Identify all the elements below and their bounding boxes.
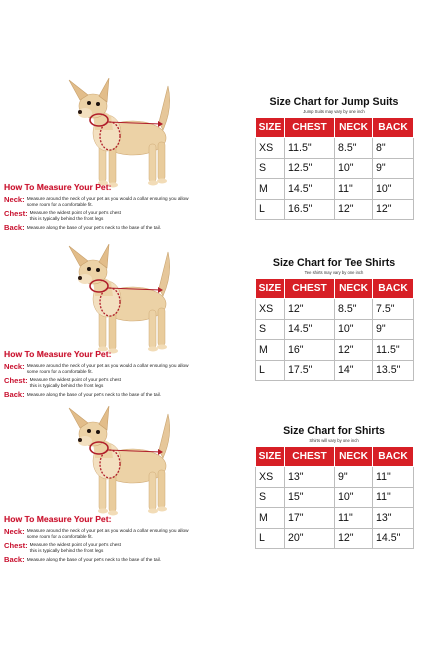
chest-description-cont: this is typically behind the front legs <box>29 215 104 221</box>
cell-chest: 17" <box>285 508 335 529</box>
header-back: BACK <box>373 447 414 467</box>
neck-description: Measure around the neck of your pet as you would a collar ensuring you allow <box>26 363 189 368</box>
back-instruction <box>4 555 252 564</box>
chart-subtitle: Jump Suits may vary by one inch <box>303 109 365 114</box>
neck-description: Measure around the neck of your pet as you would a collar ensuring you allow <box>26 196 189 201</box>
cell-back: 11.5" <box>373 340 414 361</box>
cell-back: 14.5" <box>373 528 414 549</box>
cell-size: L <box>256 199 285 220</box>
how-to-measure-title: How To Measure Your Pet: <box>4 514 112 524</box>
back-label: Back: <box>4 555 25 565</box>
cell-chest: 12" <box>285 299 335 320</box>
cell-size: M <box>256 340 285 361</box>
neck-instruction <box>4 362 252 374</box>
cell-neck: 8.5" <box>335 299 373 320</box>
chest-instruction <box>4 376 252 388</box>
cell-chest: 11.5" <box>285 138 335 159</box>
cell-size: M <box>256 508 285 529</box>
cell-neck: 12" <box>335 199 373 220</box>
cell-size: L <box>256 528 285 549</box>
cell-neck: 9" <box>335 467 373 488</box>
cell-back: 13.5" <box>373 360 414 381</box>
header-back: BACK <box>373 279 414 299</box>
cell-neck: 14" <box>335 360 373 381</box>
cell-chest: 16" <box>285 340 335 361</box>
size-table <box>255 278 414 381</box>
table-row <box>256 487 414 508</box>
neck-description-cont: some room for a comfortable fit. <box>26 368 93 374</box>
table-row <box>256 199 414 220</box>
back-instruction <box>4 390 252 399</box>
cell-size: XS <box>256 138 285 159</box>
dog-image-3 <box>55 406 185 528</box>
chart-subtitle: Tee shirts may vary by one inch <box>304 270 364 275</box>
header-size: SIZE <box>256 279 285 299</box>
neck-instruction <box>4 527 252 539</box>
cell-neck: 12" <box>335 340 373 361</box>
back-description: Measure along the base of your pet's neck to the base of the tail. <box>26 557 161 563</box>
neck-description: Measure around the neck of your pet as you would a collar ensuring you allow <box>26 528 189 533</box>
table-row <box>256 340 414 361</box>
dog-image-2 <box>55 244 185 366</box>
cell-size: L <box>256 360 285 381</box>
neck-description-cont: some room for a comfortable fit. <box>26 533 93 539</box>
how-to-measure-3 <box>4 514 252 566</box>
chest-label: Chest: <box>4 209 28 219</box>
cell-size: S <box>256 158 285 179</box>
chest-description: Measure the widest point of your pet's chest <box>29 542 121 548</box>
cell-chest: 15" <box>285 487 335 508</box>
how-to-measure-1 <box>4 182 252 234</box>
cell-neck: 8.5" <box>335 138 373 159</box>
cell-back: 10" <box>373 179 414 200</box>
chihuahua-illustration <box>55 406 185 528</box>
cell-chest: 17.5" <box>285 360 335 381</box>
chart-title: Size Chart for Jump Suits <box>269 96 399 108</box>
header-neck: NECK <box>335 447 373 467</box>
cell-neck: 11" <box>335 508 373 529</box>
table-header-row <box>256 447 414 467</box>
table-row <box>256 158 414 179</box>
header-size: SIZE <box>256 447 285 467</box>
table-row <box>256 138 414 159</box>
back-label: Back: <box>4 223 25 233</box>
header-neck: NECK <box>335 118 373 138</box>
table-header-row <box>256 279 414 299</box>
size-table <box>255 117 414 220</box>
size-chart-jump-suits <box>255 96 413 220</box>
neck-label: Neck: <box>4 195 25 204</box>
chest-label: Chest: <box>4 376 28 386</box>
cell-neck: 10" <box>335 487 373 508</box>
cell-chest: 12.5" <box>285 158 335 179</box>
size-table <box>255 446 414 549</box>
cell-back: 9" <box>373 319 414 340</box>
header-neck: NECK <box>335 279 373 299</box>
cell-chest: 14.5" <box>285 319 335 340</box>
header-back: BACK <box>373 118 414 138</box>
neck-label: Neck: <box>4 362 25 371</box>
chart-title: Size Chart for Tee Shirts <box>272 257 396 269</box>
chest-description-cont: this is typically behind the front legs <box>29 547 104 553</box>
cell-size: XS <box>256 299 285 320</box>
cell-size: XS <box>256 467 285 488</box>
cell-back: 8" <box>373 138 414 159</box>
chest-description: Measure the widest point of your pet's chest <box>29 210 121 216</box>
how-to-measure-title: How To Measure Your Pet: <box>4 182 112 192</box>
cell-back: 13" <box>373 508 414 529</box>
neck-instruction <box>4 195 252 207</box>
how-to-measure-title: How To Measure Your Pet: <box>4 349 112 359</box>
header-chest: CHEST <box>285 118 335 138</box>
chart-title: Size Chart for Shirts <box>283 425 385 437</box>
cell-back: 12" <box>373 199 414 220</box>
table-row <box>256 319 414 340</box>
size-chart-tee-shirts <box>255 257 413 381</box>
table-row <box>256 528 414 549</box>
size-chart-shirts <box>255 425 413 549</box>
header-size: SIZE <box>256 118 285 138</box>
header-chest: CHEST <box>285 279 335 299</box>
cell-chest: 14.5" <box>285 179 335 200</box>
cell-back: 9" <box>373 158 414 179</box>
table-row <box>256 299 414 320</box>
chest-instruction <box>4 541 252 553</box>
cell-size: M <box>256 179 285 200</box>
table-row <box>256 360 414 381</box>
cell-size: S <box>256 319 285 340</box>
back-label: Back: <box>4 390 25 400</box>
table-row <box>256 179 414 200</box>
how-to-measure-2 <box>4 349 252 401</box>
cell-back: 7.5" <box>373 299 414 320</box>
chihuahua-illustration <box>55 244 185 366</box>
back-description: Measure along the base of your pet's neck to the base of the tail. <box>26 225 161 231</box>
cell-neck: 12" <box>335 528 373 549</box>
cell-size: S <box>256 487 285 508</box>
chest-description-cont: this is typically behind the front legs <box>29 382 104 388</box>
cell-neck: 10" <box>335 158 373 179</box>
chest-description: Measure the widest point of your pet's chest <box>29 377 121 383</box>
chest-instruction <box>4 209 252 221</box>
neck-description-cont: some room for a comfortable fit. <box>26 201 93 207</box>
table-row <box>256 467 414 488</box>
cell-back: 11" <box>373 467 414 488</box>
table-row <box>256 508 414 529</box>
header-chest: CHEST <box>285 447 335 467</box>
chart-subtitle: Shirts will vary by one inch <box>309 438 359 443</box>
back-description: Measure along the base of your pet's neck to the base of the tail. <box>26 392 161 398</box>
cell-back: 11" <box>373 487 414 508</box>
table-header-row <box>256 118 414 138</box>
neck-label: Neck: <box>4 527 25 536</box>
cell-chest: 16.5" <box>285 199 335 220</box>
cell-neck: 11" <box>335 179 373 200</box>
back-instruction <box>4 223 252 232</box>
chest-label: Chest: <box>4 541 28 551</box>
cell-chest: 20" <box>285 528 335 549</box>
cell-neck: 10" <box>335 319 373 340</box>
cell-chest: 13" <box>285 467 335 488</box>
